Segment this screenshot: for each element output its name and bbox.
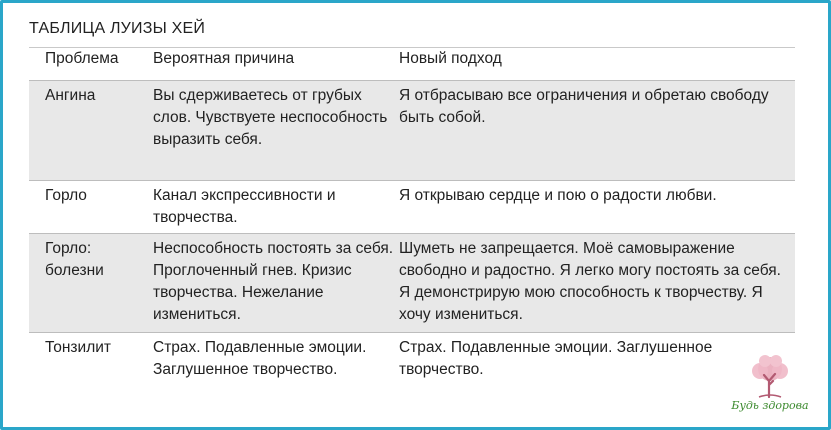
cell-cause: Неспособность постоять за себя. Проглоченный гнев. Кризис творчества. Нежелание измениться. xyxy=(153,240,394,323)
cell-cause: Канал экспрессивности и творчества. xyxy=(153,187,336,226)
cell-approach: Шуметь не запрещается. Моё самовыражение свободно и радостно. Я легко могу постоять за себя. Я демонстрирую мою способность к творчеству. Я хочу измениться. xyxy=(399,240,781,323)
page-title: ТАБЛИЦА ЛУИЗЫ ХЕЙ xyxy=(29,20,206,37)
cell-approach: Страх. Подавленные эмоции. Заглушенное творчество. xyxy=(399,339,713,378)
column-header-approach: Новый подход xyxy=(399,50,502,67)
cell-cause: Вы сдерживаетесь от грубых слов. Чувствуете неспособность выразить себя. xyxy=(153,87,388,148)
cell-cause: Страх. Подавленные эмоции. Заглушенное творчество. xyxy=(153,339,367,378)
logo-text: Будь здорова xyxy=(731,399,809,412)
column-header-problem: Проблема xyxy=(45,50,119,67)
table-row xyxy=(29,333,795,411)
table-row xyxy=(29,181,795,234)
cell-problem: Горло xyxy=(45,187,87,204)
louise-hay-table xyxy=(29,47,795,411)
cell-problem: Горло: болезни xyxy=(45,240,104,279)
tree-icon xyxy=(729,351,811,399)
brand-logo xyxy=(729,351,811,415)
table-row xyxy=(29,81,795,181)
column-header-cause: Вероятная причина xyxy=(153,50,295,67)
cell-problem: Тонзилит xyxy=(45,339,112,356)
cell-approach: Я открываю сердце и пою о радости любви. xyxy=(399,187,717,204)
cell-problem: Ангина xyxy=(45,87,96,104)
table-header-row xyxy=(29,48,795,81)
table-row xyxy=(29,234,795,333)
cell-approach: Я отбрасываю все ограничения и обретаю свободу быть собой. xyxy=(399,87,769,126)
